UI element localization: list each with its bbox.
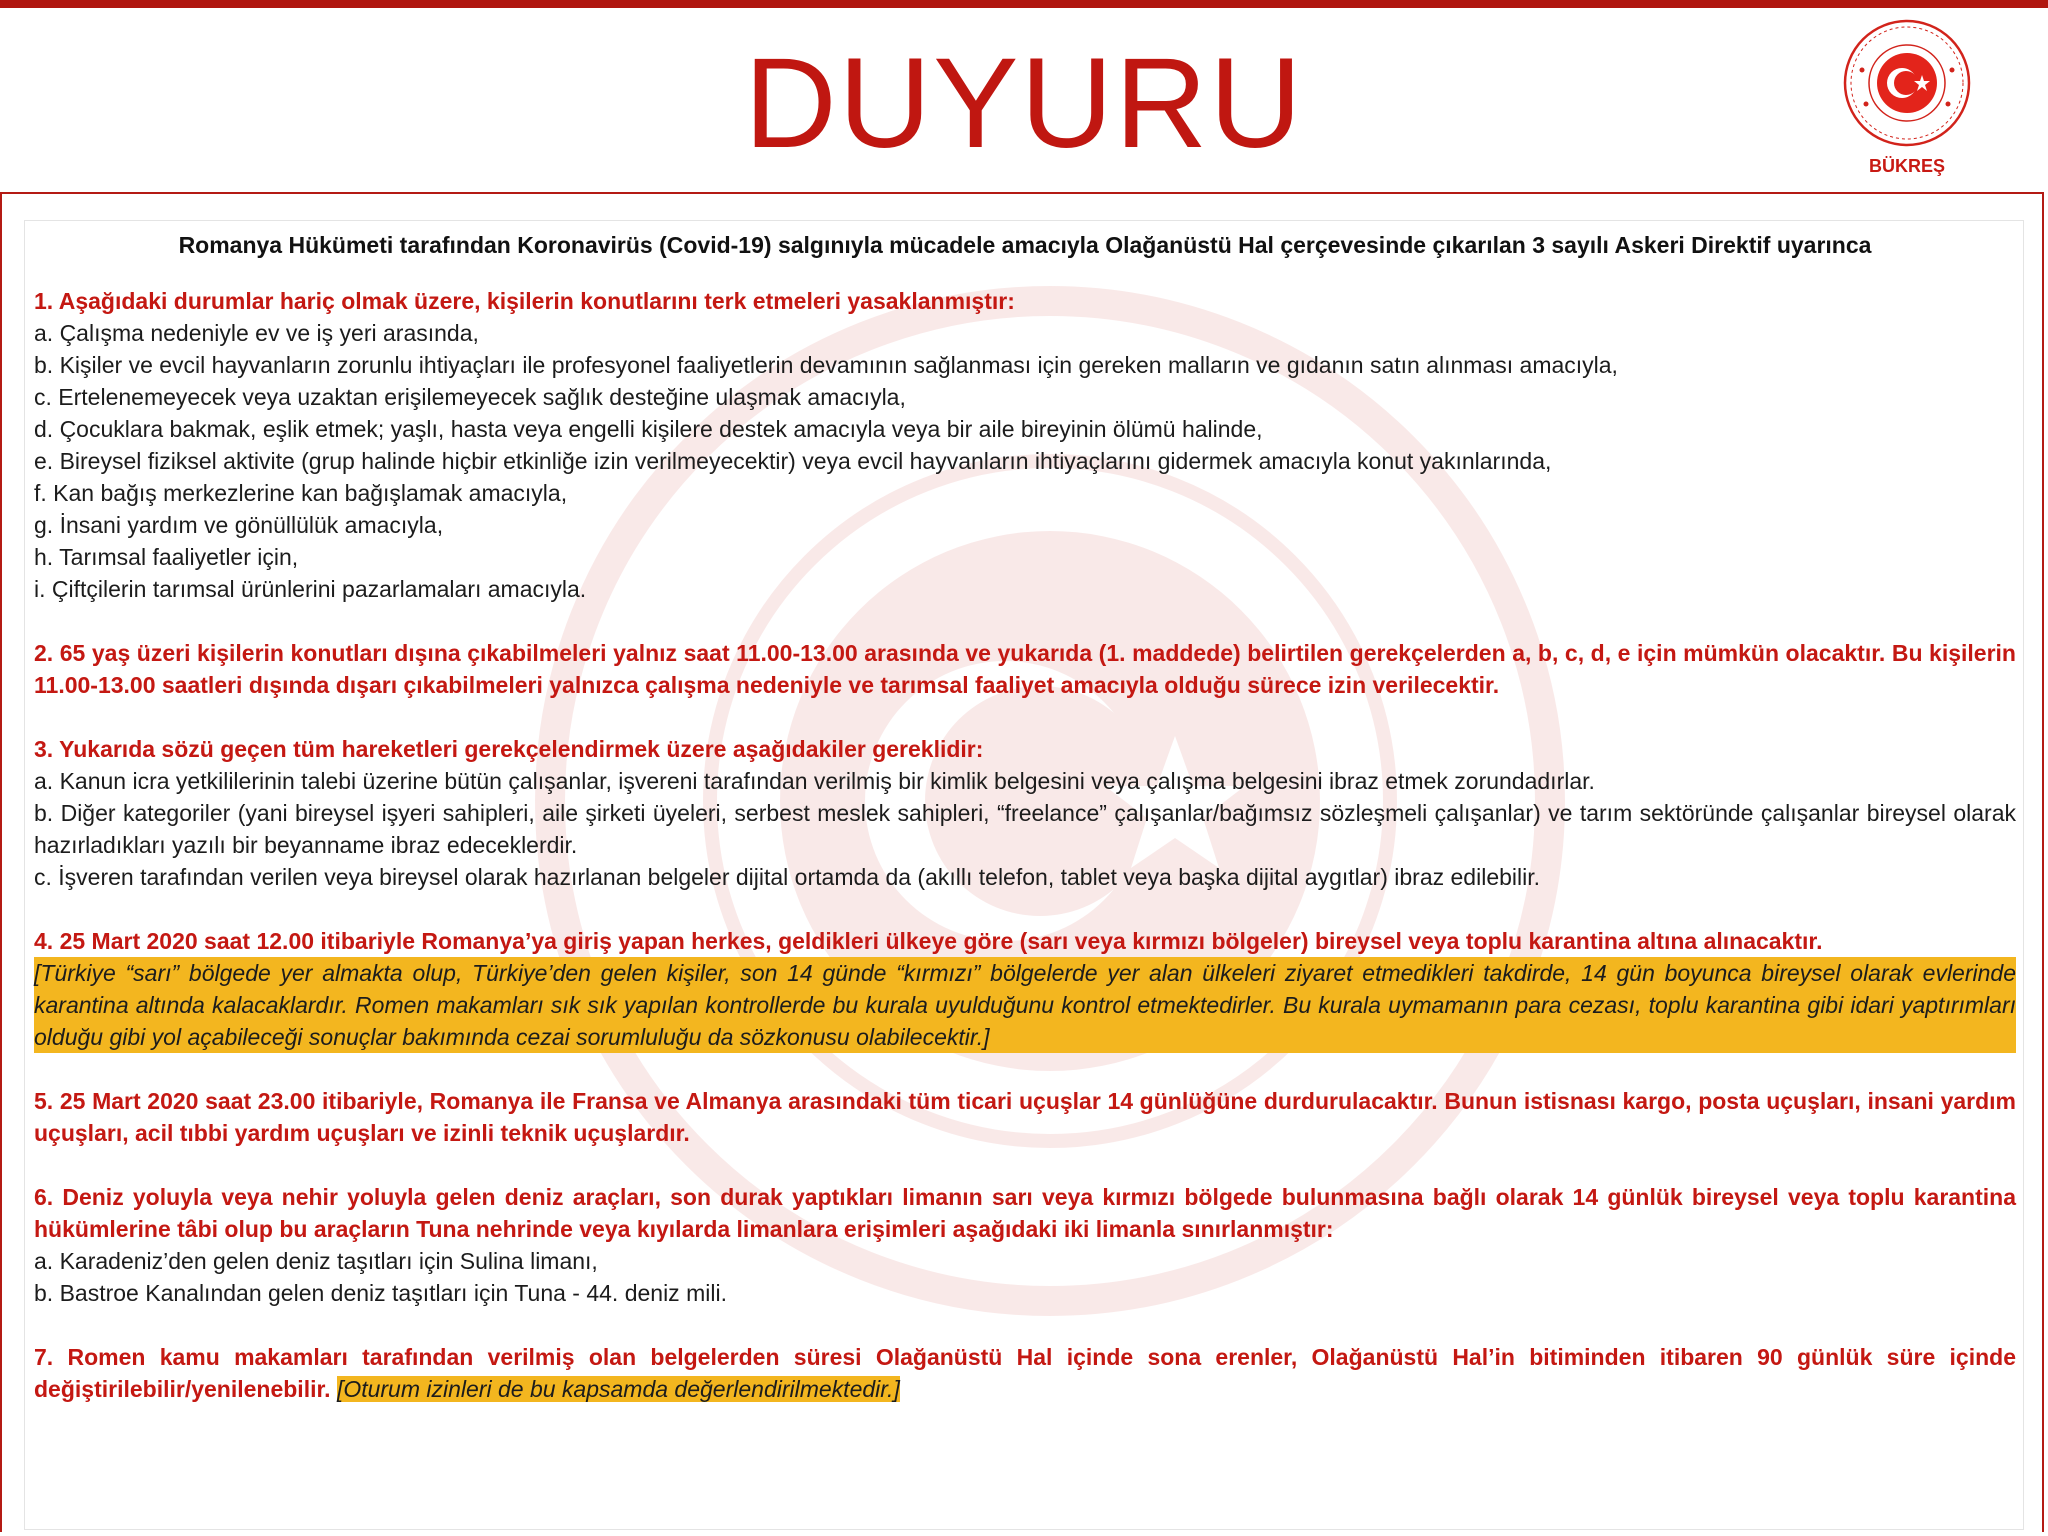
- page-title: DUYURU: [744, 32, 1304, 175]
- announcement-content: [34, 229, 2016, 1437]
- list-item: g. İnsani yardım ve gönüllülük amacıyla,: [34, 512, 444, 538]
- section-7-highlighted-note: [Oturum izinleri de bu kapsamda değerlendirilmektedir.]: [336, 1376, 900, 1402]
- list-item: a. Çalışma nedeniyle ev ve iş yeri arasında,: [34, 320, 479, 346]
- section-4-heading: 4. 25 Mart 2020 saat 12.00 itibariyle Romanya’ya giriş yapan herkes, geldikleri ülkeye göre (sarı veya kırmızı bölgeler) bireysel veya toplu karantina altına alınacaktır.: [34, 928, 1823, 954]
- top-accent-bar: [0, 0, 2048, 8]
- section-7: [34, 1341, 2016, 1405]
- list-item: f. Kan bağış merkezlerine kan bağışlamak amacıyla,: [34, 480, 568, 506]
- list-item: b. Bastroe Kanalından gelen deniz taşıtları için Tuna - 44. deniz mili.: [34, 1280, 727, 1306]
- list-item: c. İşveren tarafından verilen veya bireysel olarak hazırlanan belgeler dijital ortamda da (akıllı telefon, tablet veya başka dijital aygıtlar) ibraz edilebilir.: [34, 864, 1541, 890]
- section-2: [34, 637, 2016, 701]
- section-6-heading: 6. Deniz yoluyla veya nehir yoluyla gelen deniz araçları, son durak yaptıkları limanın sarı veya kırmızı bölgede bulunmasına bağlı olarak 14 günlük bireysel veya toplu karantina hükümlerine tâbi olup bu araçların Tuna nehrinde veya kıyılarda limanlara erişimleri aşağıdaki iki limanla sınırlanmıştır:: [34, 1184, 2016, 1242]
- list-item: e. Bireysel fiziksel aktivite (grup halinde hiçbir etkinliğe izin verilmeyecektir) veya evcil hayvanların ihtiyaçlarını gidermek amacıyla konut yakınlarında,: [34, 448, 1552, 474]
- embassy-logo: [1842, 18, 1972, 178]
- list-item: a. Karadeniz’den gelen deniz taşıtları için Sulina limanı,: [34, 1248, 598, 1274]
- embassy-seal-icon: [1842, 18, 1972, 148]
- section-4: [34, 925, 2016, 1053]
- list-item: h. Tarımsal faaliyetler için,: [34, 544, 299, 570]
- intro-heading: Romanya Hükümeti tarafından Koronavirüs (Covid-19) salgınıyla mücadele amacıyla Olağanüstü Hal çerçevesinde çıkarılan 3 sayılı Askeri Direktif uyarınca: [178, 232, 1872, 258]
- section-1: [34, 285, 2016, 605]
- section-2-text: 2. 65 yaş üzeri kişilerin konutları dışına çıkabilmeleri yalnız saat 11.00-13.00 arasında ve yukarıda (1. maddede) belirtilen gerekçelerden a, b, c, d, e için mümkün olacaktır. Bu kişilerin 11.00-13.00 saatleri dışında dışarı çıkabilmeleri yalnızca çalışma nedeniyle ve tarımsal faaliyet amacıyla olduğu sürece izin verilecektir.: [34, 640, 2016, 698]
- section-5-text: 5. 25 Mart 2020 saat 23.00 itibariyle, Romanya ile Fransa ve Almanya arasındaki tüm ticari uçuşlar 14 günlüğüne durdurulacaktır. Bunun istisnası kargo, posta uçuşları, insani yardım uçuşları, acil tıbbi yardım uçuşları ve izinli teknik uçuşlardır.: [34, 1088, 2016, 1146]
- list-item: b. Kişiler ve evcil hayvanların zorunlu ihtiyaçları ile profesyonel faaliyetlerin devamının sağlanması için gereken malların ve gıdanın satın alınması amacıyla,: [34, 352, 1618, 378]
- section-7-text: 7. Romen kamu makamları tarafından verilmiş olan belgelerden süresi Olağanüstü Hal içinde sona erenler, Olağanüstü Hal’in bitiminden itibaren 90 günlük süre içinde değiştirilebilir/yenilenebilir.: [34, 1344, 2016, 1402]
- document-body: [24, 220, 2024, 1530]
- list-item: b. Diğer kategoriler (yani bireysel işyeri sahipleri, aile şirketi üyeleri, serbest meslek sahipleri, “freelance” çalışanlar/bağımsız sözleşmeli çalışanlar) ve tarım sektöründe çalışanlar bireysel olarak hazırladıkları yazılı bir beyanname ibraz edeceklerdir.: [34, 800, 2016, 858]
- section-4-highlighted-note: [Türkiye “sarı” bölgede yer almakta olup, Türkiye’den gelen kişiler, son 14 günde “kırmızı” bölgelerde yer alan ülkeleri ziyaret etmedikleri takdirde, 14 gün boyunca bireysel olarak evlerinde karantina altında kalacaklardır. Romen makamları sık sık yapılan kontrollerde bu kurala uyulduğunu kontrol etmektedirler. Bu kurala uymamanın para cezası, toplu karantina gibi idari yaptırımları olduğu gibi yol açabileceği sonuçlar bakımında cezai sorumluluğu da sözkonusu olabilecektir.]: [34, 957, 2016, 1053]
- list-item: i. Çiftçilerin tarımsal ürünlerini pazarlamaları amacıyla.: [34, 576, 587, 602]
- section-3-heading: 3. Yukarıda sözü geçen tüm hareketleri gerekçelendirmek üzere aşağıdakiler gereklidir:: [34, 736, 984, 762]
- section-1-heading: 1. Aşağıdaki durumlar hariç olmak üzere, kişilerin konutlarını terk etmeleri yasaklanmıştır:: [34, 288, 1015, 314]
- list-item: d. Çocuklara bakmak, eşlik etmek; yaşlı, hasta veya engelli kişilere destek amacıyla veya bir aile bireyinin ölümü halinde,: [34, 416, 1263, 442]
- section-3: [34, 733, 2016, 893]
- list-item: c. Ertelenemeyecek veya uzaktan erişilemeyecek sağlık desteğine ulaşmak amacıyla,: [34, 384, 906, 410]
- section-7-paragraph: [34, 1341, 2016, 1405]
- list-item: a. Kanun icra yetkililerinin talebi üzerine bütün çalışanlar, işvereni tarafından verilmiş bir kimlik belgesini veya çalışma belgesini ibraz etmek zorundadırlar.: [34, 768, 1595, 794]
- section-5: [34, 1085, 2016, 1149]
- logo-city-label: BÜKREŞ: [1868, 156, 1945, 176]
- section-6: [34, 1181, 2016, 1309]
